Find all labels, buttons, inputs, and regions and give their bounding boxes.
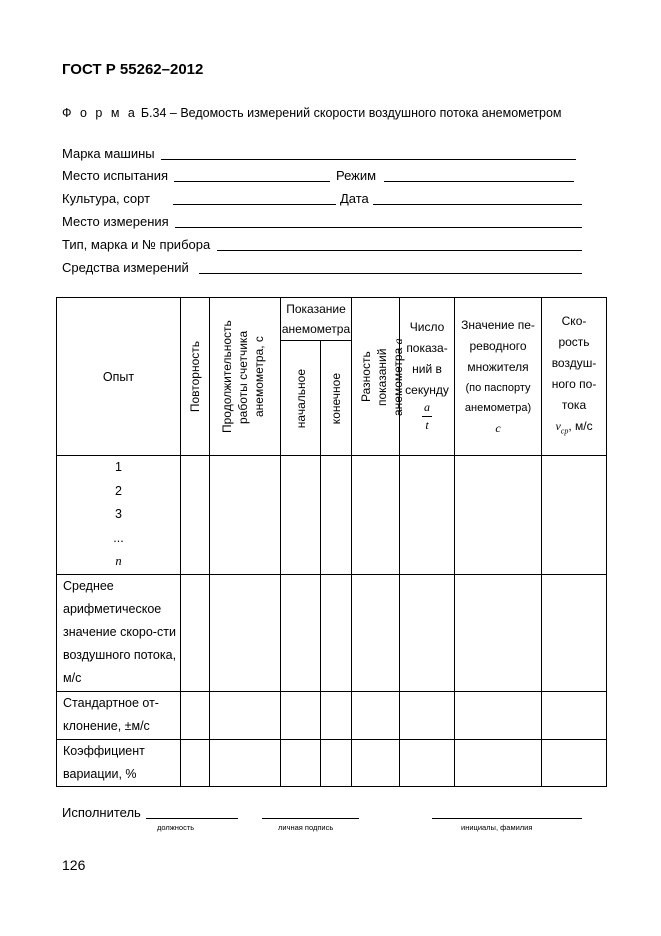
cell[interactable] bbox=[400, 739, 455, 786]
cell[interactable] bbox=[210, 691, 281, 739]
row-2: 2 bbox=[115, 483, 122, 498]
measurements-table bbox=[56, 297, 607, 787]
col-reading: Показание анемометра bbox=[281, 298, 352, 341]
form-title bbox=[62, 106, 562, 120]
cell[interactable] bbox=[455, 574, 542, 691]
cell[interactable] bbox=[181, 456, 210, 575]
field-date-label: Дата bbox=[340, 191, 369, 206]
field-culture-line[interactable] bbox=[173, 204, 336, 205]
field-mode-line[interactable] bbox=[384, 181, 574, 182]
cell[interactable] bbox=[455, 739, 542, 786]
row-std-label: Стандартное от-клонение, ±м/с bbox=[57, 691, 181, 739]
cell[interactable] bbox=[281, 739, 321, 786]
cell[interactable] bbox=[181, 739, 210, 786]
col-factor bbox=[455, 298, 542, 456]
field-means-line[interactable] bbox=[199, 273, 582, 274]
signature-line[interactable] bbox=[262, 818, 359, 819]
col-factor-var: c bbox=[495, 420, 501, 435]
caption-position: должность bbox=[157, 823, 195, 832]
col-diff-label: Разность показаний анемометра a bbox=[358, 337, 405, 416]
cell[interactable] bbox=[352, 456, 400, 575]
field-device-line[interactable] bbox=[217, 250, 582, 251]
row-numbers bbox=[57, 456, 181, 575]
field-place-label: Место испытания bbox=[62, 168, 169, 183]
col-count bbox=[400, 298, 455, 456]
cell[interactable] bbox=[321, 574, 352, 691]
caption-name: инициалы, фамилия bbox=[461, 823, 533, 832]
executor-label: Исполнитель bbox=[62, 805, 141, 820]
cell[interactable] bbox=[321, 691, 352, 739]
field-measure-place-line[interactable] bbox=[175, 227, 582, 228]
col-final-label: конечное bbox=[329, 372, 343, 424]
row-1: 1 bbox=[115, 460, 122, 474]
cell[interactable] bbox=[181, 574, 210, 691]
form-prefix: Ф о р м а bbox=[62, 106, 138, 120]
cell[interactable] bbox=[400, 691, 455, 739]
field-measure-place-label: Место измерения bbox=[62, 214, 169, 229]
field-means-label: Средства измерений bbox=[62, 260, 189, 275]
cell[interactable] bbox=[321, 739, 352, 786]
field-machine-label: Марка машины bbox=[62, 146, 155, 161]
cell[interactable] bbox=[455, 456, 542, 575]
position-line[interactable] bbox=[146, 818, 238, 819]
page-number: 126 bbox=[62, 857, 86, 873]
col-initial bbox=[281, 341, 321, 456]
col-duration-label: Продолжительность работы счетчика анемометра, с bbox=[220, 320, 266, 433]
cell[interactable] bbox=[542, 574, 607, 691]
field-machine-line[interactable] bbox=[161, 159, 576, 160]
field-mode-label: Режим bbox=[336, 168, 377, 183]
field-device-label: Тип, марка и № прибора bbox=[62, 237, 211, 252]
row-3: 3 bbox=[115, 507, 122, 521]
cell[interactable] bbox=[542, 456, 607, 575]
col-factor-label: Значение пе-реводного множителя bbox=[461, 317, 535, 374]
field-place-line[interactable] bbox=[174, 181, 330, 182]
col-speed-label: Ско-рость воздуш-ного по-тока bbox=[551, 314, 597, 413]
cell[interactable] bbox=[352, 739, 400, 786]
col-duration bbox=[210, 298, 281, 456]
standard-header: ГОСТ Р 55262–2012 bbox=[62, 61, 204, 78]
form-name: Б.34 – Ведомость измерений скорости воздушного потока анемометром bbox=[140, 106, 562, 120]
col-repeat-label: Повторность bbox=[188, 340, 202, 413]
col-count-formula: $\frac{a}{t}$ bbox=[424, 400, 431, 432]
col-speed bbox=[542, 298, 607, 456]
field-date-line[interactable] bbox=[373, 204, 582, 205]
cell[interactable] bbox=[400, 574, 455, 691]
cell[interactable] bbox=[352, 691, 400, 739]
cell[interactable] bbox=[321, 456, 352, 575]
field-culture-label: Культура, сорт bbox=[62, 191, 151, 206]
col-diff bbox=[352, 298, 405, 456]
cell[interactable] bbox=[542, 739, 607, 786]
row-ellipsis: ... bbox=[113, 530, 124, 545]
cell[interactable] bbox=[281, 691, 321, 739]
col-final bbox=[321, 341, 352, 456]
cell[interactable] bbox=[210, 574, 281, 691]
col-speed-unit: $v_{ср}$, м/с bbox=[555, 419, 593, 436]
cell[interactable] bbox=[181, 691, 210, 739]
row-n: n bbox=[115, 554, 122, 568]
col-count-label: Число показа-ний в секунду bbox=[405, 320, 449, 397]
cell[interactable] bbox=[455, 691, 542, 739]
cell[interactable] bbox=[210, 739, 281, 786]
row-mean-label: Среднее арифметическое значение скоро-сти воздушного потока, м/с bbox=[57, 574, 181, 691]
cell[interactable] bbox=[352, 574, 400, 691]
cell[interactable] bbox=[281, 456, 321, 575]
name-line[interactable] bbox=[432, 818, 582, 819]
col-initial-label: начальное bbox=[293, 368, 308, 428]
caption-signature: личная подпись bbox=[278, 823, 334, 832]
col-factor-note: (по паспорту анемометра) bbox=[464, 381, 532, 414]
cell[interactable] bbox=[210, 456, 281, 575]
row-var-label: Коэффициент вариации, % bbox=[57, 739, 181, 786]
cell[interactable] bbox=[542, 691, 607, 739]
cell[interactable] bbox=[281, 574, 321, 691]
cell[interactable] bbox=[400, 456, 455, 575]
col-experiment: Опыт bbox=[57, 298, 181, 456]
col-repeat bbox=[181, 298, 210, 456]
